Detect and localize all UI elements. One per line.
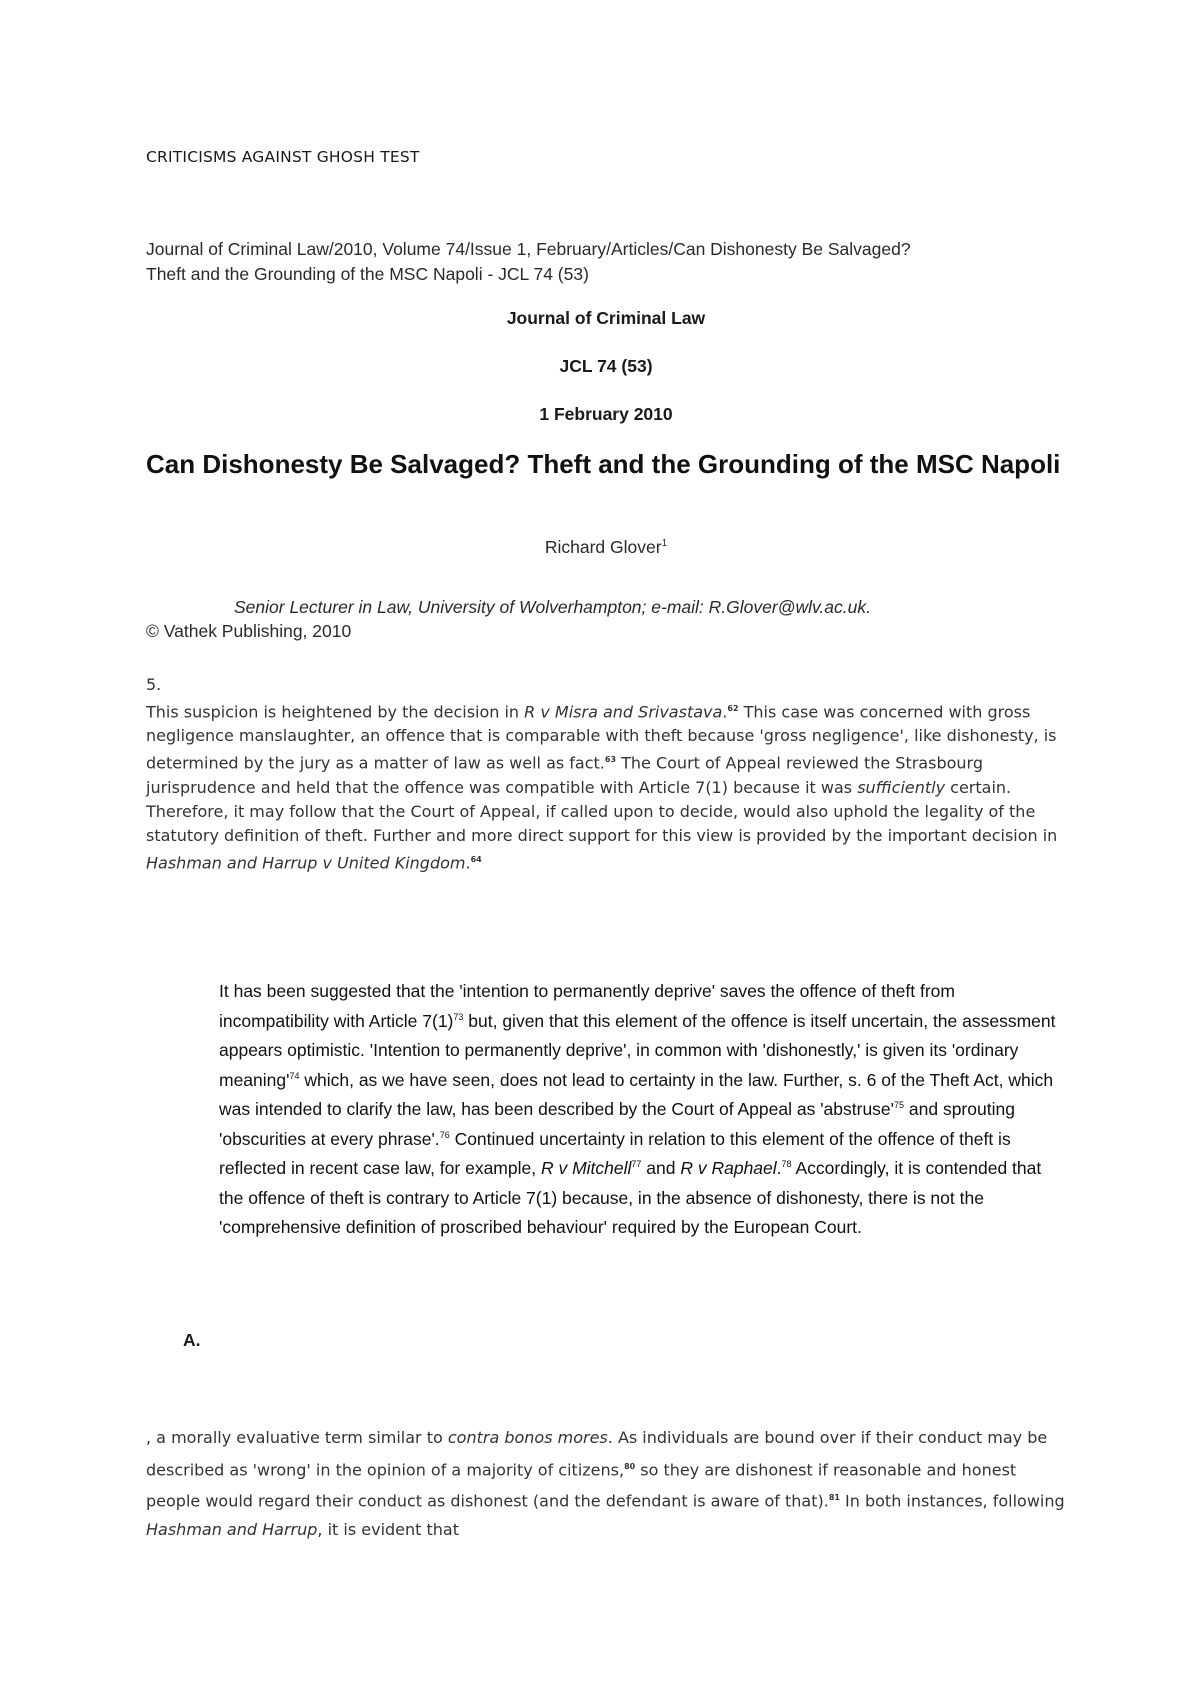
- text-run: Continued uncertainty in relation to this element of the offence of theft is reflected in recent case law, for example,: [219, 1128, 1011, 1178]
- journal-reference: JCL 74 (53): [559, 356, 653, 376]
- text-run: . As individuals are bound over if their conduct may be described as 'wrong' in the opinion of a majority of citizens,: [146, 1428, 1048, 1479]
- text-run: .: [722, 702, 728, 722]
- text-run: and: [641, 1158, 681, 1178]
- text-run: In both instances, following: [839, 1491, 1065, 1511]
- paragraph-number: 5.: [146, 675, 162, 694]
- text-run: so they are dishonest if reasonable and honest people would regard their conduct as dishonest (and the defendant is aware of that).: [146, 1459, 1017, 1511]
- article-title: Can Dishonesty Be Salvaged? Theft and the Grounding of the MSC Napoli: [146, 449, 1061, 479]
- footnote-marker: 75: [894, 1100, 905, 1111]
- author-affiliation: Senior Lecturer in Law, University of Wolverhampton; e-mail: R.Glover@wlv.ac.uk.: [234, 597, 871, 617]
- author-line: [146, 537, 1066, 558]
- text-run: .: [776, 1158, 782, 1178]
- author-name: Richard Glover: [544, 537, 662, 557]
- paragraph-5: [146, 673, 1071, 875]
- citation-line-2: Theft and the Grounding of the MSC Napoli - JCL 74 (53): [146, 264, 589, 284]
- publication-date: 1 February 2010: [539, 404, 673, 424]
- text-run: This suspicion is heightened by the decision in: [146, 702, 525, 722]
- text-run: Accordingly, it is contended that the offence of theft is contrary to Article 7(1) because, in the absence of dishonesty, there is not the 'comprehensive definition of proscribed behaviour' required by the European Court.: [219, 1158, 1042, 1237]
- footnote-marker: 63: [604, 755, 617, 765]
- latin-term: contra bonos mores: [447, 1428, 608, 1447]
- paragraph-continuation: [146, 1424, 1071, 1545]
- indented-quote: [219, 977, 1069, 1243]
- footnote-marker: 64: [470, 854, 482, 864]
- text-run: , it is evident that: [317, 1520, 459, 1540]
- copyright-notice: © Vathek Publishing, 2010: [146, 621, 352, 641]
- citation-path: [146, 237, 1066, 287]
- text-run: It has been suggested that the 'intention to permanently deprive' saves the offence of theft from incompatibility with Article 7(1): [219, 981, 955, 1031]
- footnote-marker: 80: [624, 1461, 636, 1471]
- author-footnote-marker: 1: [661, 538, 668, 550]
- emphasis: sufficiently: [857, 777, 946, 797]
- footnote-marker: 78: [781, 1159, 792, 1170]
- footnote-marker: 73: [453, 1011, 464, 1022]
- case-name: R v Raphael: [680, 1158, 777, 1178]
- text-run: but, given that this element of the offence is itself uncertain, the assessment appears optimistic. 'Intention to permanently deprive', in common with 'dishonestly,' is given its 'ordinary meaning': [219, 1010, 1056, 1090]
- case-name: Hashman and Harrup: [146, 1520, 318, 1540]
- text-run: and sprouting 'obscurities at every phrase'.: [219, 1099, 1015, 1149]
- case-name: R v Mitchell: [540, 1158, 632, 1178]
- case-name: R v Misra and Srivastava: [524, 702, 723, 722]
- citation-line-1: Journal of Criminal Law/2010, Volume 74/Issue 1, February/Articles/Can Dishonesty Be Salvaged?: [146, 239, 911, 259]
- footnote-marker: 81: [828, 1493, 840, 1503]
- text-run: The Court of Appeal reviewed the Strasbourg jurisprudence and held that the offence was compatible with Article 7(1) because it was: [146, 753, 983, 797]
- footnote-marker: 62: [727, 704, 739, 713]
- text-run: .: [465, 852, 471, 872]
- footnote-marker: 74: [289, 1070, 300, 1081]
- footnote-marker: 77: [631, 1159, 642, 1170]
- case-name: Hashman and Harrup v United Kingdom: [146, 852, 466, 872]
- footnote-marker: 76: [439, 1129, 450, 1140]
- text-run: which, as we have seen, does not lead to certainty in the law. Further, s. 6 of the Theft Act, which was intended to clarify the law, has been described by the Court of Appeal as 'abstruse': [219, 1069, 1054, 1119]
- page-heading: CRITICISMS AGAINST GHOSH TEST: [146, 148, 420, 166]
- section-marker: A.: [183, 1330, 201, 1350]
- text-run: certain. Therefore, it may follow that the Court of Appeal, if called upon to decide, would also uphold the legality of the statutory definition of theft. Further and more direct support for this view is provided by the important decision in: [146, 777, 1058, 845]
- text-run: , a morally evaluative term similar to: [146, 1428, 448, 1447]
- text-run: This case was concerned with gross negligence manslaughter, an offence that is comparable with theft because 'gross negligence', like dishonesty, is determined by the jury as a matter of law as well as fact.: [146, 702, 1057, 773]
- journal-name: Journal of Criminal Law: [506, 308, 706, 328]
